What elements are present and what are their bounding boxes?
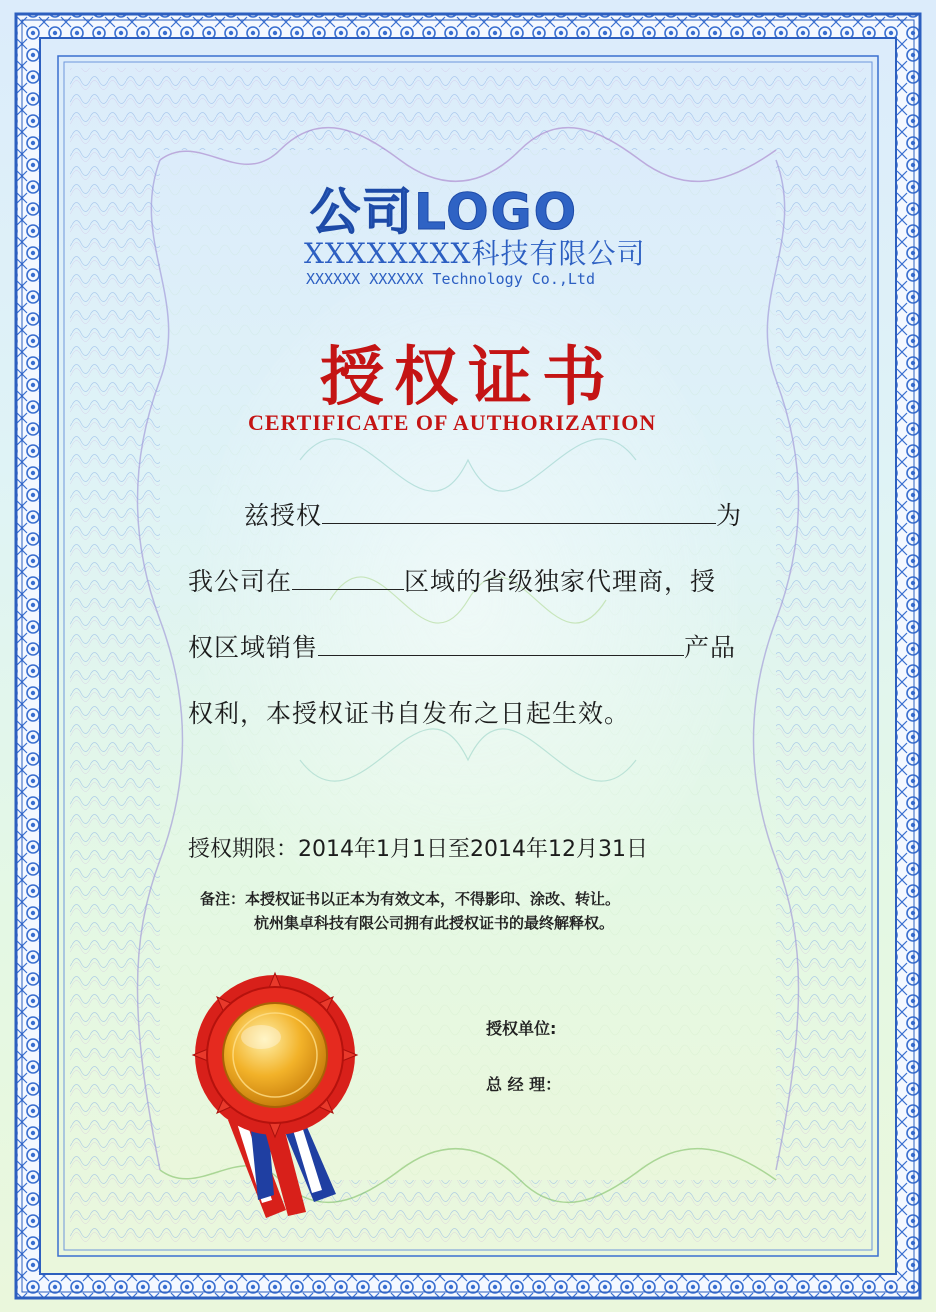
region-blank (292, 567, 404, 590)
authorizing-unit-label: 授权单位: (486, 1019, 557, 1038)
body-line-3-suffix: 产品 (684, 633, 737, 662)
body-line-1 (244, 496, 742, 532)
body-line-2-suffix: 区域的省级独家代理商，授 (404, 567, 717, 596)
note-line-1: 备注：本授权证书以正本为有效文本，不得影印、涂改、转让。 (200, 890, 621, 908)
company-name-en: XXXXXX XXXXXX Technology Co.,Ltd (306, 270, 595, 288)
company-logo: 公司LOGO (310, 183, 579, 241)
body-line-2 (188, 562, 716, 598)
body-line-3-prefix: 权区域销售 (188, 633, 319, 662)
body-line-2-prefix: 我公司在 (188, 567, 293, 596)
body-line-1-prefix: 兹授权 (244, 501, 323, 530)
authorization-period: 授权期限：2014年1月1日至2014年12月31日 (188, 837, 648, 862)
company-name-cn: XXXXXXXX科技有限公司 (304, 237, 646, 270)
body-line-4: 权利，本授权证书自发布之日起生效。 (188, 699, 631, 728)
licensee-blank (322, 501, 716, 524)
certificate-title-en: CERTIFICATE OF AUTHORIZATION (248, 410, 657, 435)
product-blank (318, 633, 684, 656)
note-line-2: 杭州集卓科技有限公司拥有此授权证书的最终解释权。 (254, 914, 615, 932)
general-manager-label: 总 经 理： (486, 1075, 562, 1094)
body-line-3 (188, 628, 736, 664)
certificate-title-cn: 授权证书 (320, 340, 616, 415)
body-line-1-suffix: 为 (716, 501, 743, 530)
